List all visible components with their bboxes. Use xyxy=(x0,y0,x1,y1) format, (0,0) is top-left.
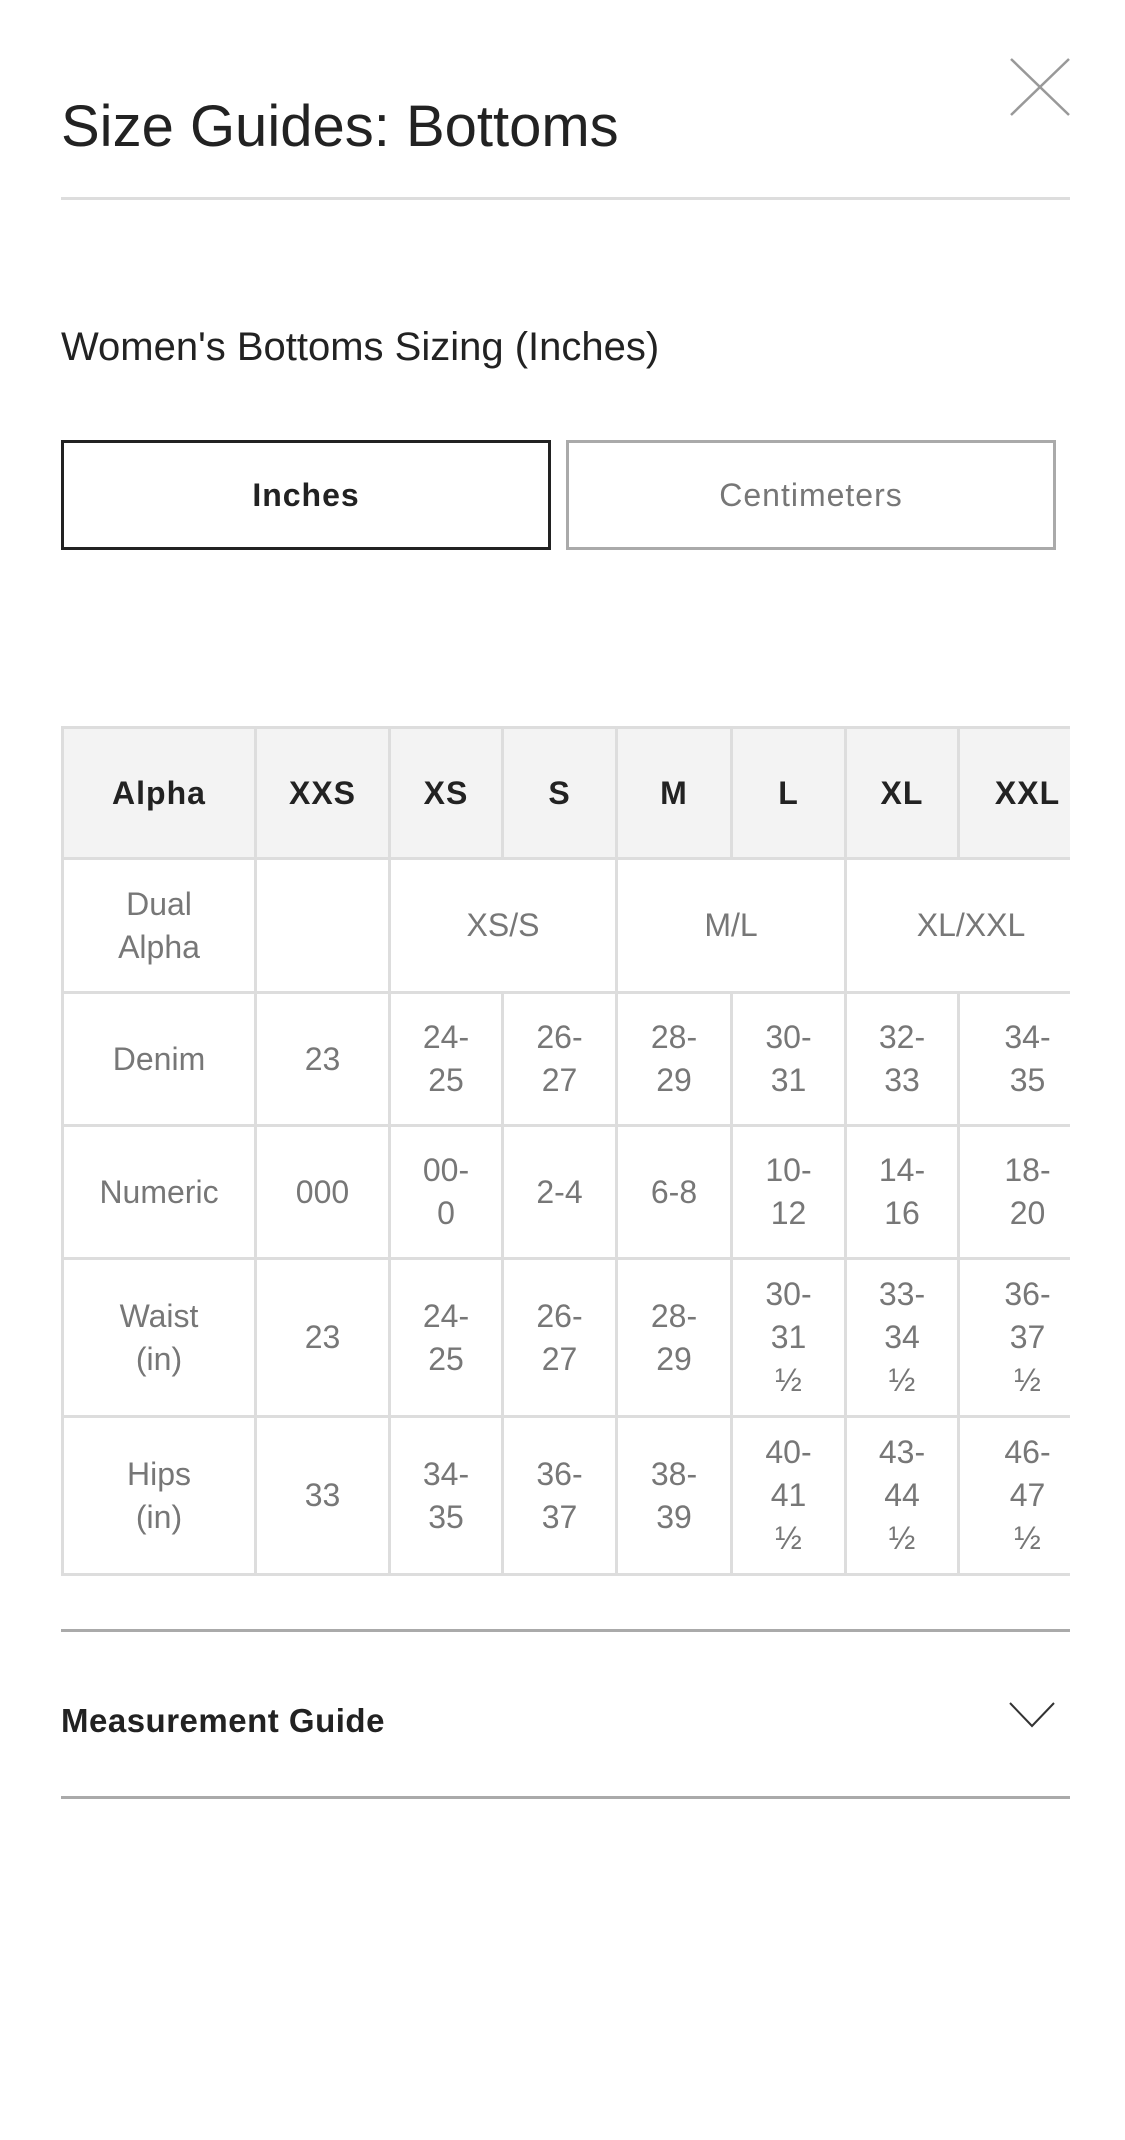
table-cell: 23 xyxy=(256,993,390,1126)
accordion-top-divider xyxy=(61,1629,1070,1632)
table-cell: 32- 33 xyxy=(846,993,959,1126)
table-row xyxy=(63,1259,1071,1417)
table-cell: 33 xyxy=(256,1417,390,1575)
row-label: Dual Alpha xyxy=(63,859,256,993)
table-cell: 18- 20 xyxy=(959,1126,1071,1259)
table-row xyxy=(63,1126,1071,1259)
accordion-bottom-divider xyxy=(61,1796,1070,1799)
header-cell: S xyxy=(503,728,617,859)
table-cell: 28- 29 xyxy=(617,1259,732,1417)
header-cell: Alpha xyxy=(63,728,256,859)
table-cell: XS/S xyxy=(390,859,617,993)
inches-button[interactable]: Inches xyxy=(61,440,551,550)
table-row xyxy=(63,1417,1071,1575)
table-cell xyxy=(256,859,390,993)
header-divider xyxy=(61,197,1070,200)
table-cell: 34- 35 xyxy=(390,1417,503,1575)
page-title: Size Guides: Bottoms xyxy=(61,94,619,159)
size-table-scroll[interactable] xyxy=(61,726,1070,1576)
header-cell: L xyxy=(732,728,846,859)
close-button[interactable] xyxy=(1008,57,1072,117)
chevron-down-icon xyxy=(1009,1702,1055,1728)
table-cell: 24- 25 xyxy=(390,1259,503,1417)
table-cell: 43- 44 ½ xyxy=(846,1417,959,1575)
table-cell: 28- 29 xyxy=(617,993,732,1126)
header-cell: XS xyxy=(390,728,503,859)
table-cell: 30- 31 xyxy=(732,993,846,1126)
row-label: Numeric xyxy=(63,1126,256,1259)
table-cell: 2-4 xyxy=(503,1126,617,1259)
header-cell: M xyxy=(617,728,732,859)
table-cell: 24- 25 xyxy=(390,993,503,1126)
table-cell: 34- 35 xyxy=(959,993,1071,1126)
table-cell: 23 xyxy=(256,1259,390,1417)
table-cell: 46- 47 ½ xyxy=(959,1417,1071,1575)
table-cell: M/L xyxy=(617,859,846,993)
section-title: Women's Bottoms Sizing (Inches) xyxy=(61,325,660,369)
measurement-guide-accordion[interactable] xyxy=(61,1680,1070,1770)
accordion-label: Measurement Guide xyxy=(61,1702,385,1739)
table-cell: 00- 0 xyxy=(390,1126,503,1259)
table-cell: 40- 41 ½ xyxy=(732,1417,846,1575)
table-row xyxy=(63,859,1071,993)
table-cell: 10- 12 xyxy=(732,1126,846,1259)
table-row xyxy=(63,993,1071,1126)
close-icon xyxy=(1008,57,1072,117)
centimeters-button[interactable]: Centimeters xyxy=(566,440,1056,550)
table-cell: 6-8 xyxy=(617,1126,732,1259)
table-cell: 26- 27 xyxy=(503,993,617,1126)
size-table xyxy=(61,726,1070,1576)
table-header-row xyxy=(63,728,1071,859)
table-cell: 30- 31 ½ xyxy=(732,1259,846,1417)
table-cell: 38- 39 xyxy=(617,1417,732,1575)
table-cell: 26- 27 xyxy=(503,1259,617,1417)
row-label: Waist (in) xyxy=(63,1259,256,1417)
header-cell: XXL xyxy=(959,728,1071,859)
table-cell: 36- 37 xyxy=(503,1417,617,1575)
table-cell: 000 xyxy=(256,1126,390,1259)
header-cell: XL xyxy=(846,728,959,859)
row-label: Denim xyxy=(63,993,256,1126)
table-cell: 36- 37 ½ xyxy=(959,1259,1071,1417)
header-cell: XXS xyxy=(256,728,390,859)
row-label: Hips (in) xyxy=(63,1417,256,1575)
table-cell: 14- 16 xyxy=(846,1126,959,1259)
table-cell: XL/XXL xyxy=(846,859,1071,993)
table-cell: 33- 34 ½ xyxy=(846,1259,959,1417)
